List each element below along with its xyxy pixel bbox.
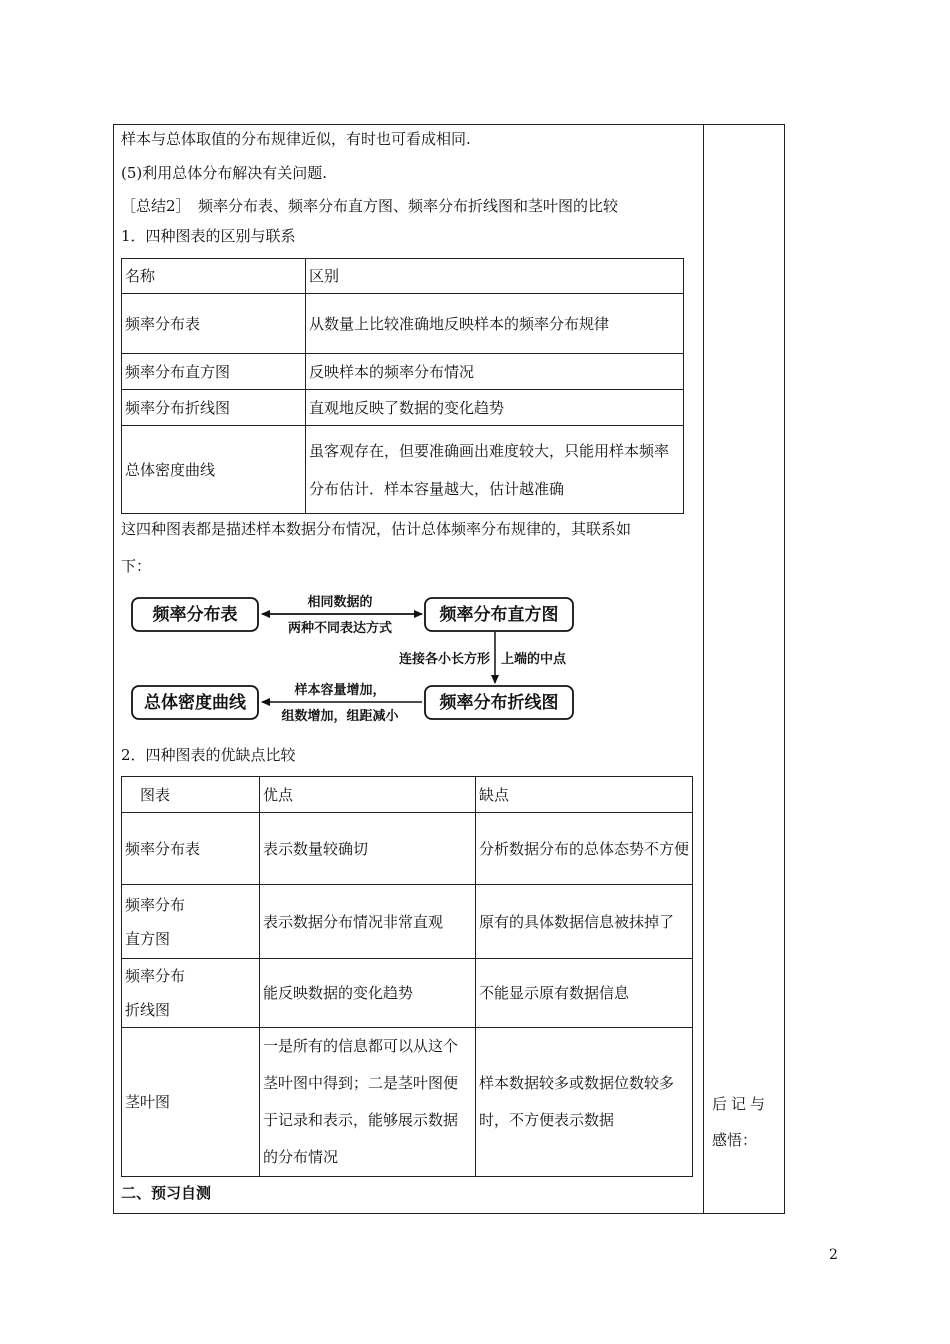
table-cell: 表示数据分布情况非常直观 [260, 885, 476, 959]
table-cell: 从数量上比较准确地反映样本的频率分布规律 [306, 294, 684, 354]
table-row [122, 354, 684, 390]
table-cell: 名称 [122, 259, 306, 294]
intro-line-1: 样本与总体取值的分布规律近似，有时也可看成相同. [121, 130, 471, 148]
section3-title: 二、预习自测 [121, 1184, 212, 1202]
label-mid-right: 上端的中点 [501, 652, 567, 667]
table-cell: 样本数据较多或数据位数较多时，不方便表示数据 [476, 1028, 693, 1177]
table-row [122, 294, 684, 354]
table-cell-text: 频率分布折线图 [125, 967, 186, 1019]
table-cell: 虽客观存在，但要准确画出难度较大，只能用样本频率分布估计．样本容量越大，估计越准确 [306, 426, 684, 514]
label-bottom-2: 组数增加，组距减小 [281, 709, 399, 724]
sidebar-notes-line-2: 感悟： [712, 1131, 758, 1149]
table-cell: 频率分布表 [122, 813, 260, 885]
table-row [122, 813, 693, 885]
table-cell: 不能显示原有数据信息 [476, 959, 693, 1028]
page-number: 2 [829, 1247, 838, 1263]
section1-title: 1．四种图表的区别与联系 [121, 227, 296, 245]
table-cell [122, 885, 260, 959]
table-cell: 分析数据分布的总体态势不方便 [476, 813, 693, 885]
section2-title: 2．四种图表的优缺点比较 [121, 746, 296, 764]
label-bottom-1: 样本容量增加， [294, 683, 386, 698]
flow-box-histogram-label: 频率分布直方图 [439, 605, 559, 625]
table-cell: 频率分布直方图 [122, 354, 306, 390]
comparison-table-1 [121, 258, 684, 514]
intro-line-2: (5)利用总体分布解决有关问题. [121, 164, 328, 182]
table-cell [122, 959, 260, 1028]
table-cell: 直观地反映了数据的变化趋势 [306, 390, 684, 426]
table-row [122, 959, 693, 1028]
table-cell: 频率分布表 [122, 294, 306, 354]
flow-box-table-label: 频率分布表 [152, 605, 238, 625]
table-row [122, 1028, 693, 1177]
column-divider [703, 124, 704, 1214]
label-mid-left: 连接各小长方形 [398, 652, 490, 667]
flow-box-polyline-label: 频率分布折线图 [439, 693, 559, 713]
table-cell: 一是所有的信息都可以从这个茎叶图中得到；二是茎叶图便于记录和表示，能够展示数据的分布情况 [260, 1028, 476, 1177]
table-row [122, 390, 684, 426]
table-cell: 总体密度曲线 [122, 426, 306, 514]
table-cell: 优点 [260, 777, 476, 813]
table-cell: 表示数量较确切 [260, 813, 476, 885]
table-row [122, 259, 684, 294]
table-cell: 缺点 [476, 777, 693, 813]
table-cell: 图表 [122, 777, 260, 813]
table-cell: 能反映数据的变化趋势 [260, 959, 476, 1028]
relation-line-2: 下： [121, 557, 152, 575]
label-top-1: 相同数据的 [307, 595, 373, 610]
summary-heading: ［总结2］ 频率分布表、频率分布直方图、频率分布折线图和茎叶图的比较 [121, 197, 619, 215]
table-cell: 原有的具体数据信息被抹掉了 [476, 885, 693, 959]
relation-line-1: 这四种图表都是描述样本数据分布情况，估计总体频率分布规律的，其联系如 [121, 520, 632, 538]
label-top-2: 两种不同表达方式 [287, 621, 393, 636]
table-cell-text: 频率分布直方图 [125, 895, 186, 948]
table-row [122, 426, 684, 514]
table-row [122, 777, 693, 813]
table-cell: 频率分布折线图 [122, 390, 306, 426]
table-row [122, 885, 693, 959]
comparison-table-2 [121, 776, 693, 1177]
table-cell: 区别 [306, 259, 684, 294]
relation-flowchart [125, 584, 585, 732]
sidebar-notes-line-1: 后记与 [712, 1095, 770, 1113]
table-cell: 反映样本的频率分布情况 [306, 354, 684, 390]
table-cell: 茎叶图 [122, 1028, 260, 1177]
flow-box-density-label: 总体密度曲线 [144, 693, 246, 713]
